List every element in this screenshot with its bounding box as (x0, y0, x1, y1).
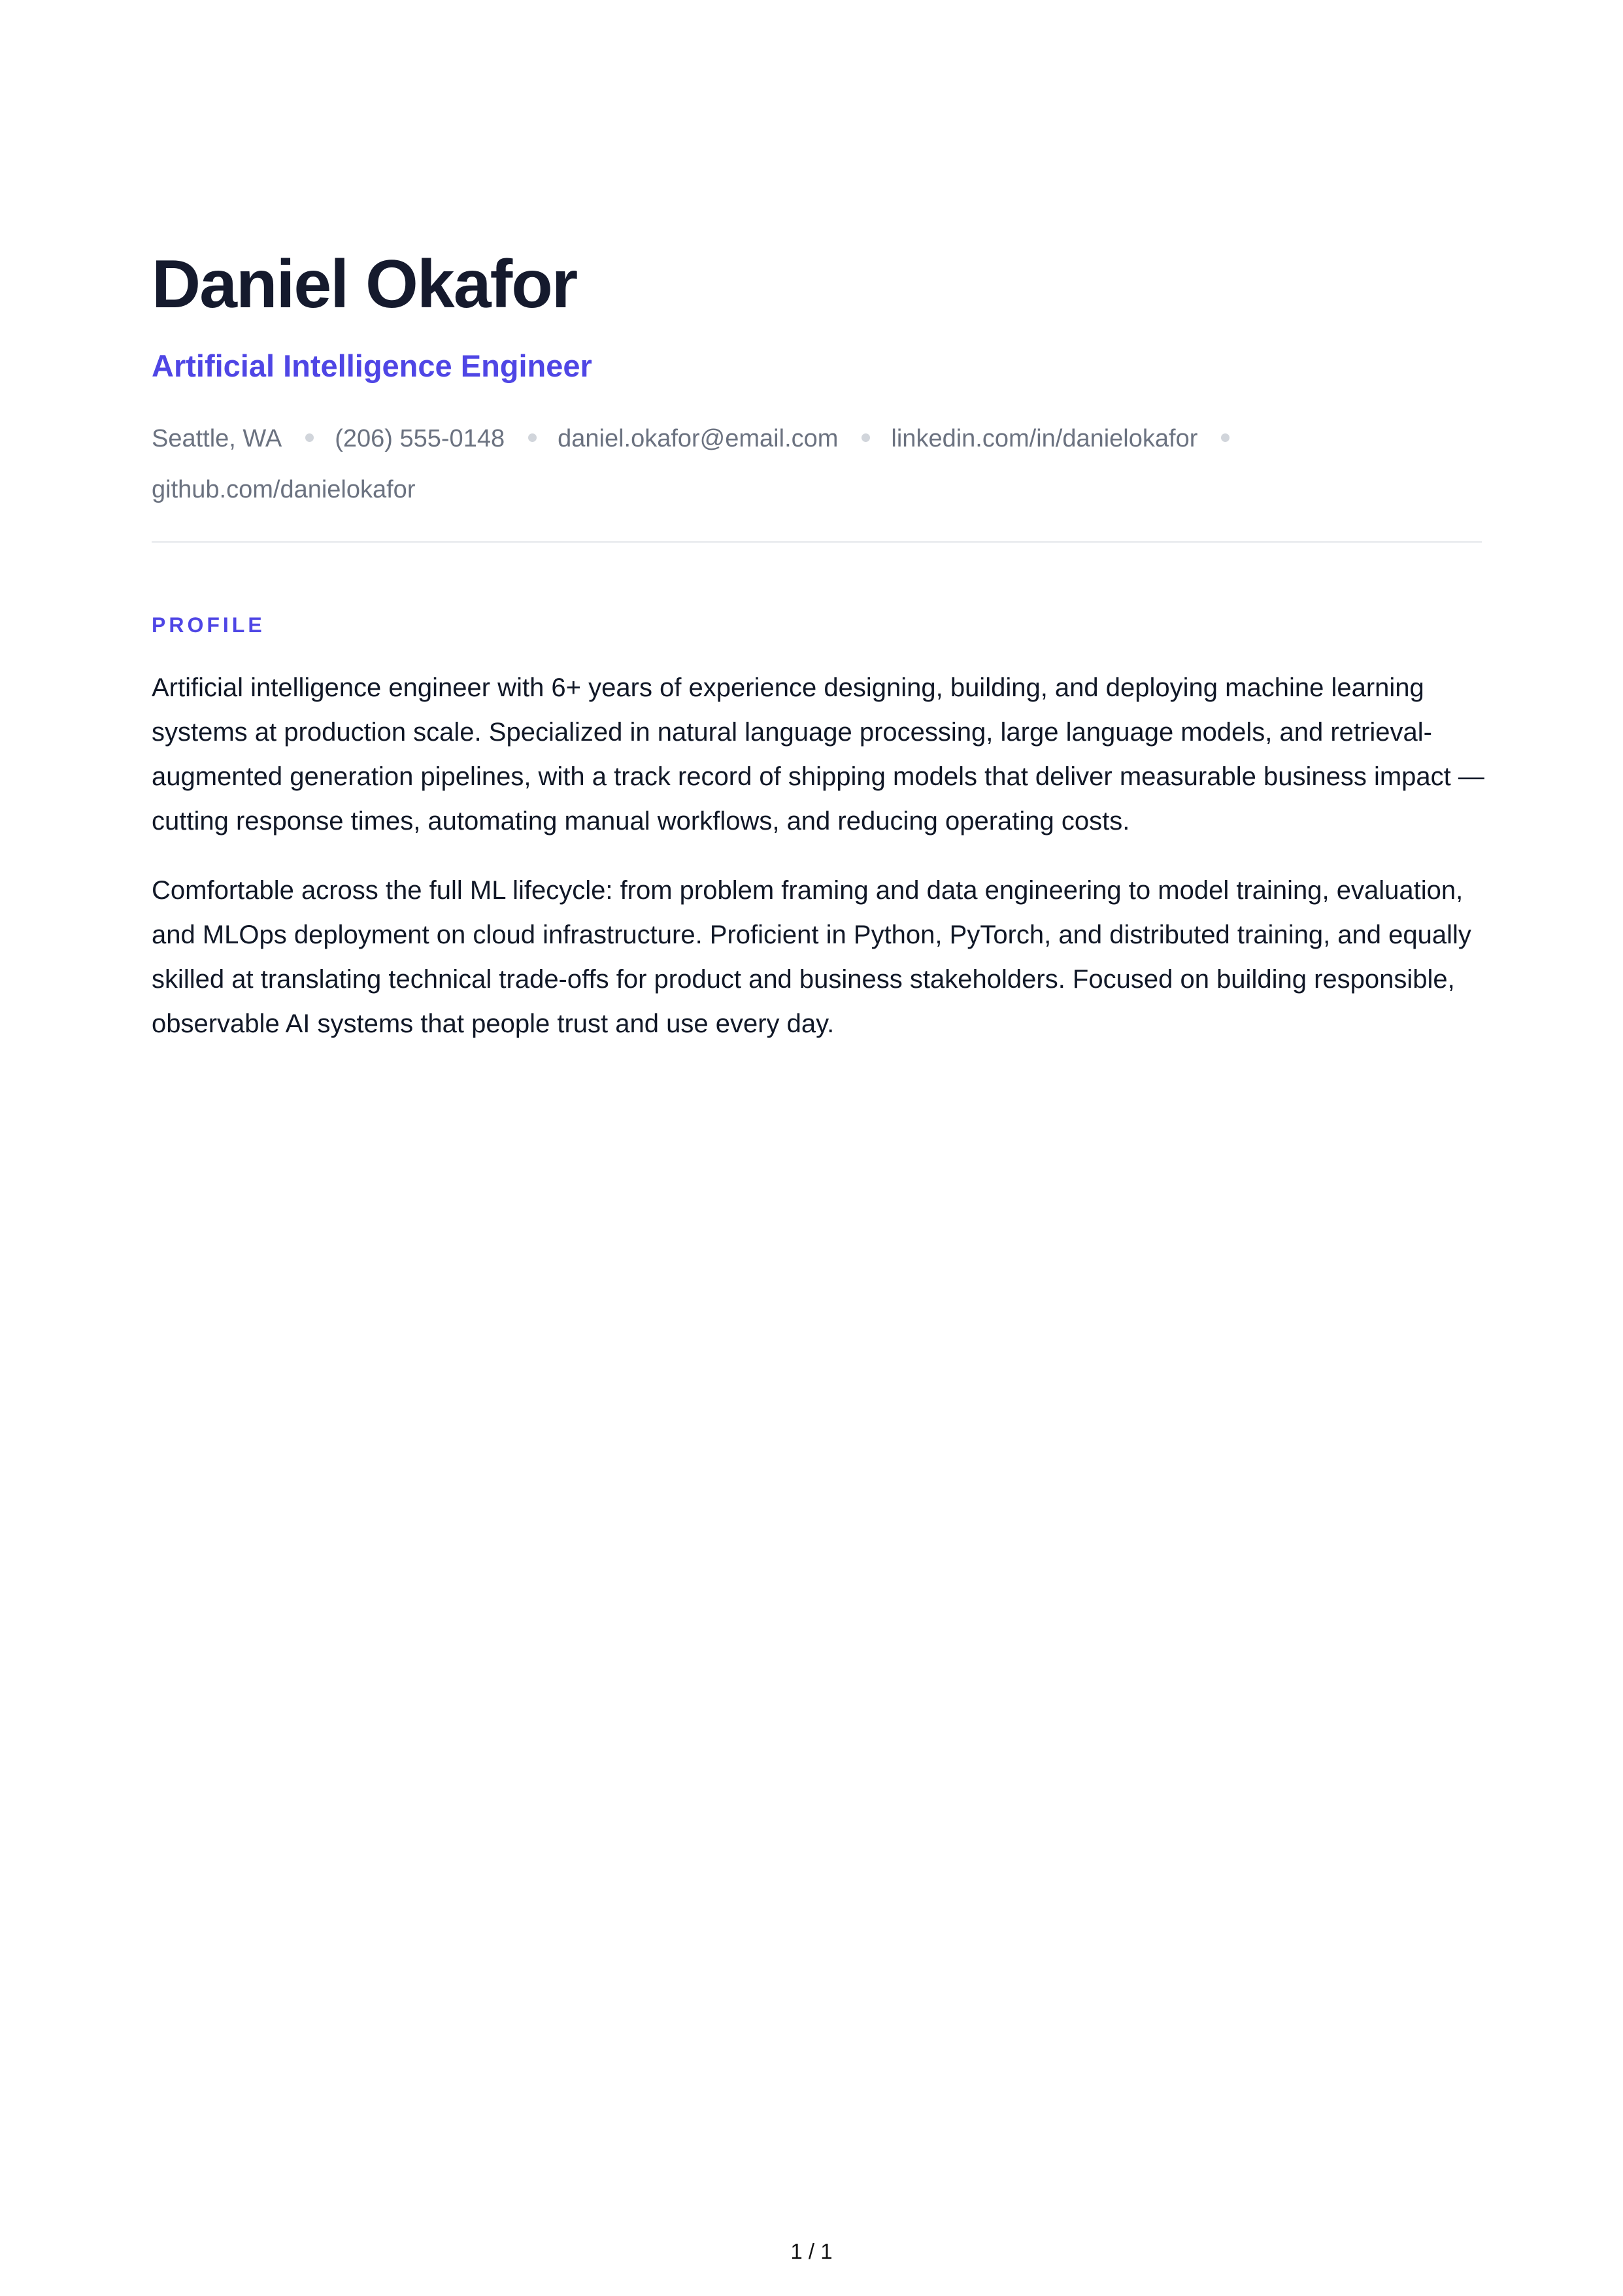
separator-dot-icon (1221, 433, 1230, 442)
page-number: 1 / 1 (790, 2239, 833, 2263)
contact-linkedin[interactable]: linkedin.com/in/danielokafor (891, 425, 1198, 452)
contact-phone: (206) 555-0148 (335, 425, 505, 452)
separator-dot-icon (862, 433, 870, 442)
resume-page (152, 242, 1482, 1046)
separator-dot-icon (305, 433, 314, 442)
job-title: Artificial Intelligence Engineer (152, 348, 592, 383)
profile-paragraph-2: Comfortable across the full ML lifecycle: from problem framing and data engineering to model training, evaluation, and MLOps deployment on cloud infrastructure. Proficient in Python, PyTorch, and distributed training, and equally skilled at translating technical trade-offs for product and business stakeholders. Focused on building responsible, observable AI systems that people trust and use every day. (152, 876, 1471, 1038)
profile-heading: PROFILE (152, 613, 265, 637)
header-divider (152, 541, 1482, 543)
contact-line (152, 413, 1446, 515)
separator-dot-icon (528, 433, 537, 442)
contact-email[interactable]: daniel.okafor@email.com (558, 425, 839, 452)
contact-github[interactable]: github.com/danielokafor (152, 476, 416, 503)
candidate-name: Daniel Okafor (152, 246, 577, 322)
contact-location: Seattle, WA (152, 425, 282, 452)
profile-paragraph-1: Artificial intelligence engineer with 6+ years of experience designing, building, and deploying machine learning systems at production scale. Specialized in natural language processing, large language models, and retrieval-augmented generation pipelines, with a track record of shipping models that deliver measurable business impact — cutting response times, automating manual workflows, and reducing operating costs. (152, 673, 1484, 836)
